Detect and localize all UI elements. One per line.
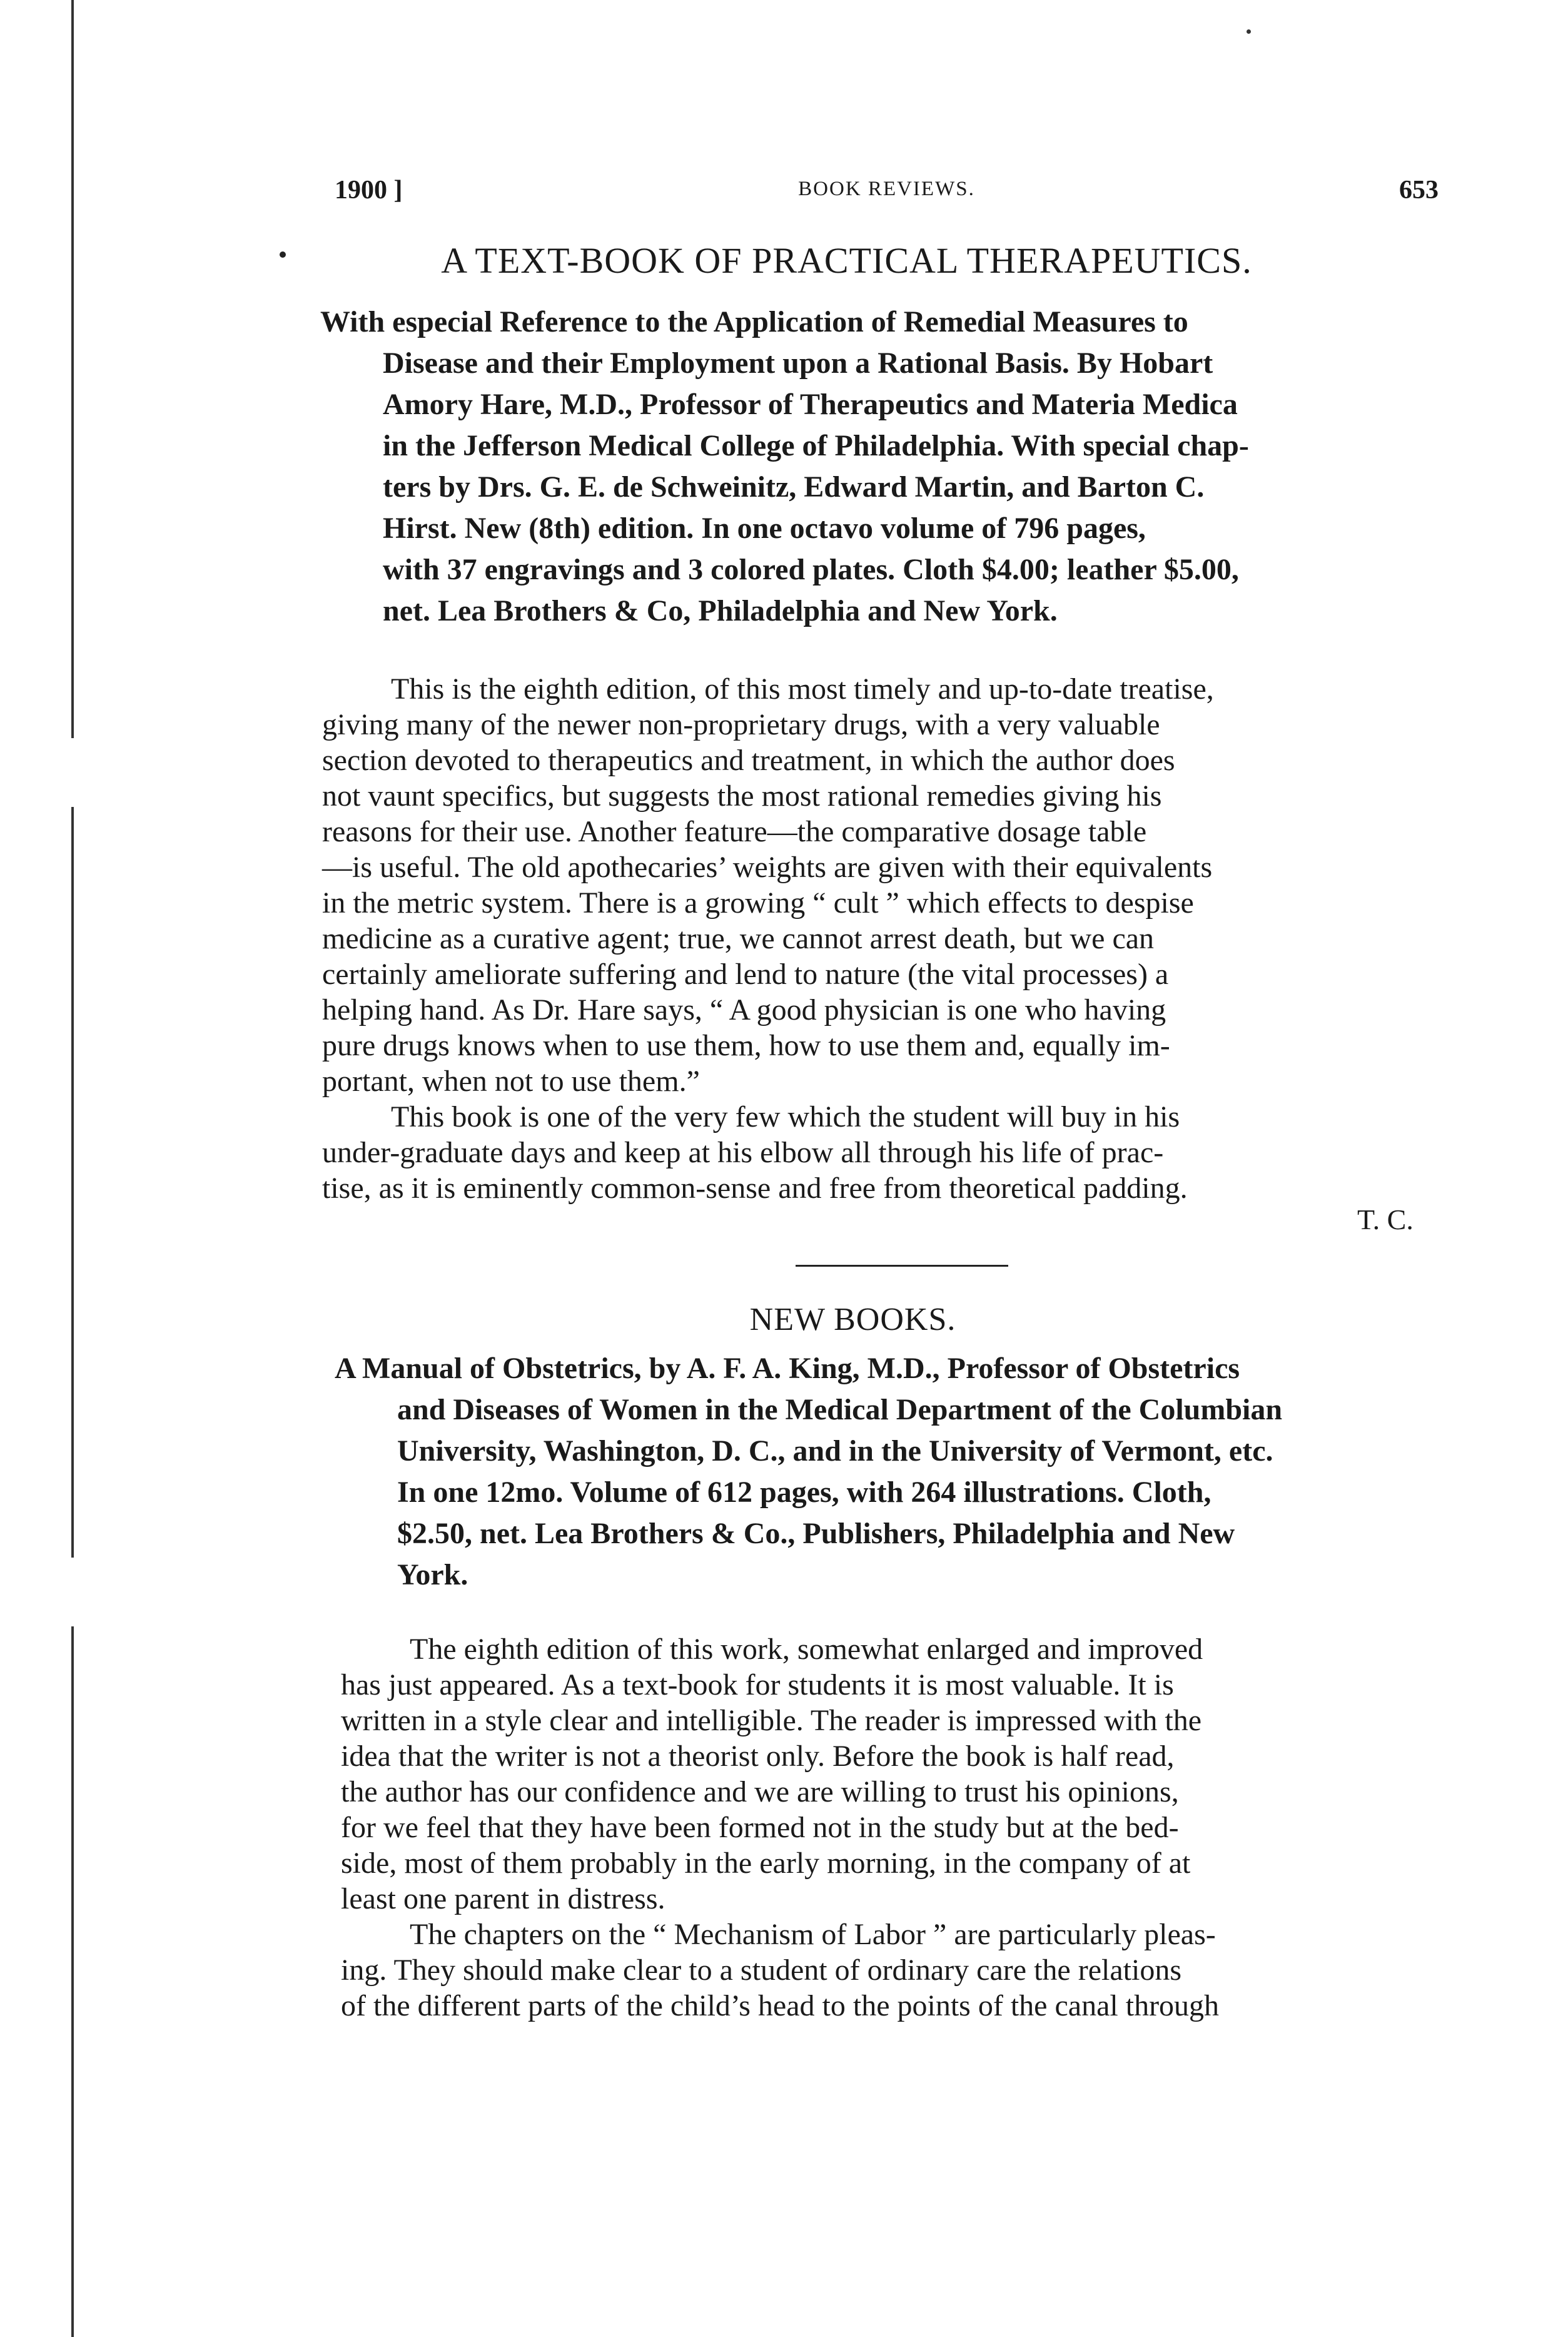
text-line: in the metric system. There is a growing “ cult ” which effects to despise — [322, 886, 1194, 920]
citation-line: $2.50, net. Lea Brothers & Co., Publishers, Philadelphia and New — [397, 1517, 1235, 1550]
binding-edge-line — [71, 0, 74, 738]
text-line: tise, as it is eminently common-sense and free from theoretical padding. — [322, 1172, 1188, 1205]
text-line: of the different parts of the child’s head to the points of the canal through — [341, 1989, 1220, 2022]
text-line: for we feel that they have been formed not in the study but at the bed- — [341, 1811, 1179, 1844]
text-line: written in a style clear and intelligible. The reader is impressed with the — [341, 1704, 1202, 1737]
review-text-therapeutics — [322, 671, 1460, 1206]
text-line: under-graduate days and keep at his elbow all through his life of prac- — [322, 1136, 1164, 1169]
citation-line: Amory Hare, M.D., Professor of Therapeutics and Materia Medica — [383, 388, 1238, 421]
text-line: giving many of the newer non-proprietary drugs, with a very valuable — [322, 708, 1160, 741]
citation-line: A Manual of Obstetrics, by A. F. A. King, M.D., Professor of Obstetrics — [335, 1352, 1240, 1385]
text-line: idea that the writer is not a theorist only. Before the book is half read, — [341, 1740, 1175, 1773]
review-text-obstetrics — [341, 1631, 1485, 2024]
running-header — [335, 175, 1439, 213]
binding-edge-line — [71, 807, 74, 1558]
section-title-therapeutics: A TEXT-BOOK OF PRACTICAL THERAPEUTICS. — [441, 240, 1252, 281]
book-citation-therapeutics — [320, 302, 1459, 632]
citation-line: with 37 engravings and 3 colored plates. Cloth $4.00; leather $5.00, — [383, 553, 1239, 586]
citation-line: and Diseases of Women in the Medical Department of the Columbian — [397, 1393, 1283, 1426]
citation-line: ters by Drs. G. E. de Schweinitz, Edward Martin, and Barton C. — [383, 470, 1205, 504]
text-line: portant, when not to use them.” — [322, 1065, 700, 1098]
citation-line: York. — [397, 1558, 468, 1591]
text-line: This book is one of the very few which the student will buy in his — [391, 1100, 1180, 1133]
book-citation-obstetrics — [335, 1348, 1460, 1596]
text-line: reasons for their use. Another feature—the comparative dosage table — [322, 815, 1147, 848]
text-line: The chapters on the “ Mechanism of Labor ” are particularly pleas- — [410, 1918, 1216, 1951]
citation-line: in the Jefferson Medical College of Philadelphia. With special chap- — [383, 429, 1249, 462]
citation-line: net. Lea Brothers & Co, Philadelphia and New York. — [383, 594, 1058, 627]
text-line: This is the eighth edition, of this most timely and up-to-date treatise, — [391, 672, 1214, 706]
text-line: the author has our confidence and we are willing to trust his opinions, — [341, 1775, 1179, 1808]
page-number: 653 — [1399, 176, 1439, 205]
text-line: certainly ameliorate suffering and lend to nature (the vital processes) a — [322, 958, 1169, 991]
text-line: least one parent in distress. — [341, 1882, 665, 1915]
ink-speck — [1247, 29, 1251, 34]
citation-line: In one 12mo. Volume of 612 pages, with 264 illustrations. Cloth, — [397, 1476, 1211, 1509]
binding-edge-line — [71, 1626, 74, 2337]
citation-line: With especial Reference to the Application of Remedial Measures to — [320, 305, 1188, 338]
text-line: section devoted to therapeutics and treatment, in which the author does — [322, 744, 1175, 777]
text-line: side, most of them probably in the early morning, in the company of at — [341, 1847, 1191, 1880]
citation-line: Disease and their Employment upon a Rational Basis. By Hobart — [383, 347, 1213, 380]
reviewer-signature: T. C. — [1357, 1204, 1414, 1235]
text-line: The eighth edition of this work, somewhat enlarged and improved — [410, 1633, 1203, 1666]
header-year: 1900 ] — [335, 176, 403, 205]
text-line: not vaunt specifics, but suggests the most rational remedies giving his — [322, 779, 1162, 813]
section-title-new-books: NEW BOOKS. — [749, 1302, 956, 1337]
text-line: medicine as a curative agent; true, we cannot arrest death, but we can — [322, 922, 1155, 955]
text-line: —is useful. The old apothecaries’ weights are given with their equivalents — [322, 851, 1213, 884]
citation-line: University, Washington, D. C., and in the University of Vermont, etc. — [397, 1434, 1273, 1468]
header-running-title: BOOK REVIEWS. — [798, 178, 975, 200]
text-line: ing. They should make clear to a student of ordinary care the relations — [341, 1954, 1181, 1987]
text-line: helping hand. As Dr. Hare says, “ A good physician is one who having — [322, 993, 1166, 1027]
text-line: pure drugs knows when to use them, how to use them and, equally im- — [322, 1029, 1170, 1062]
text-line: has just appeared. As a text-book for students it is most valuable. It is — [341, 1668, 1174, 1701]
citation-line: Hirst. New (8th) edition. In one octavo volume of 796 pages, — [383, 512, 1146, 545]
section-divider — [796, 1265, 1008, 1267]
